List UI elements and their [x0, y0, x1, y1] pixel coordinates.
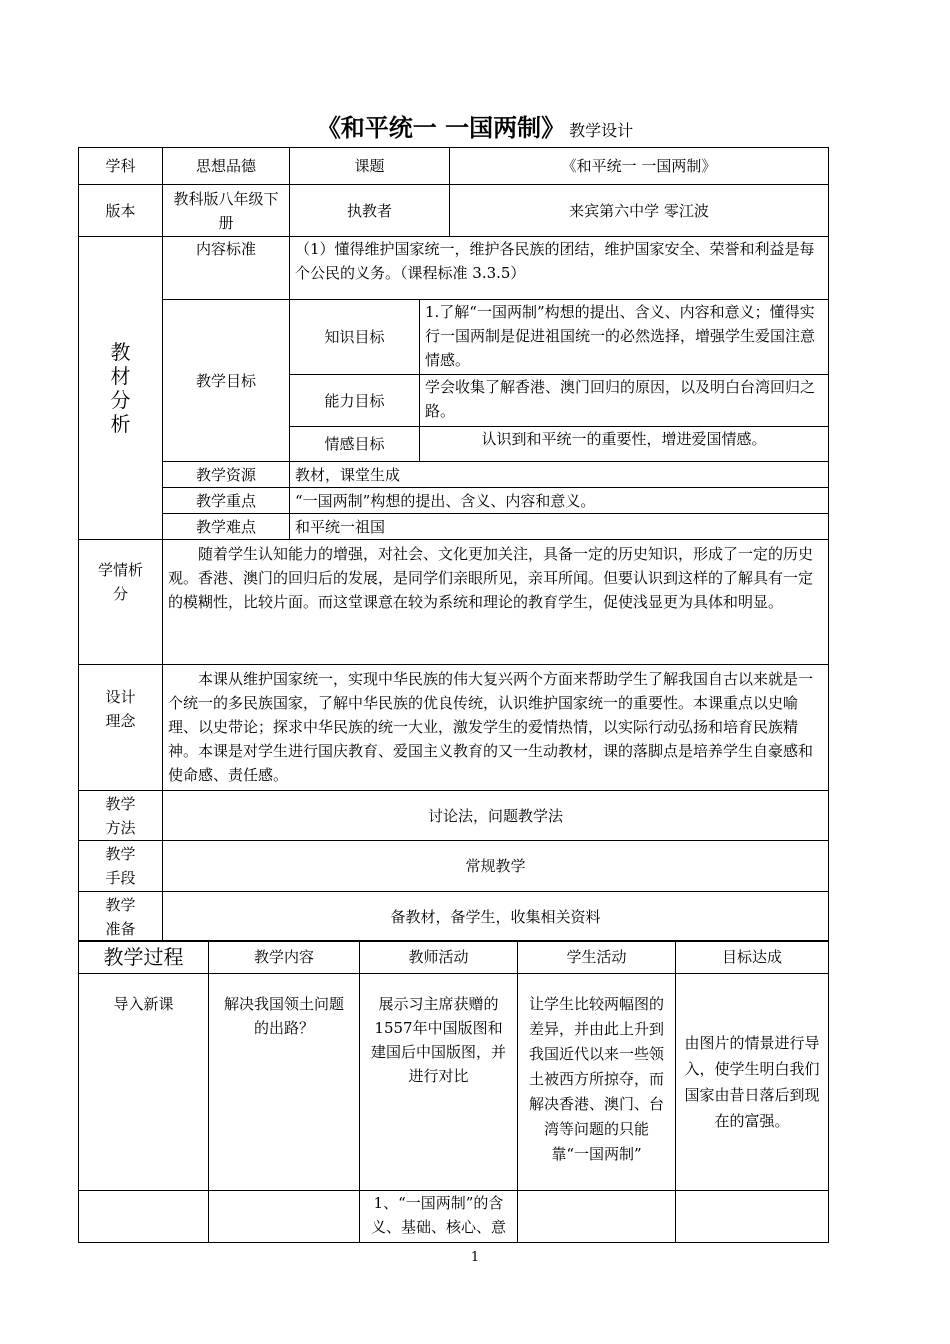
means-label: 教学手段 [79, 841, 163, 892]
goal-cell [676, 1191, 829, 1243]
topic-value: 《和平统一 一国两制》 [450, 148, 829, 185]
stage-cell [79, 1191, 209, 1243]
header-content: 教学内容 [209, 941, 360, 974]
student-cell [518, 1191, 676, 1243]
ability-value: 学会收集了解香港、澳门回归的原因，以及明白台湾回归之路。 [420, 375, 829, 427]
method-label: 教学方法 [79, 791, 163, 841]
method-value: 讨论法，问题教学法 [163, 791, 829, 841]
teacher-cell: 1、“一国两制”的含义、基础、核心、意 [360, 1191, 518, 1243]
teacher-value: 来宾第六中学 零江波 [450, 185, 829, 237]
knowledge-label: 知识目标 [290, 300, 420, 375]
resource-value: 教材，课堂生成 [290, 462, 829, 488]
page-number: 1 [470, 1250, 480, 1265]
edition-value: 教科版八年级下册 [163, 185, 290, 237]
design-label: 设计理念 [79, 665, 163, 791]
means-value: 常规教学 [163, 841, 829, 892]
content-std-label: 内容标准 [163, 237, 290, 300]
content-cell: 解决我国领土问题的出路？ [209, 974, 360, 1191]
title-sub: 教学设计 [569, 121, 634, 140]
content-cell [209, 1191, 360, 1243]
design-value: 本课从维护国家统一，实现中华民族的伟大复兴两个方面来帮助学生了解我国自古以来就是一个统一的多民族国家，了解中华民族的优良传统，认识维护国家统一的重要性。本课重点以史喻理、以史带论；探求中华民族的统一大业，激发学生的爱情热情，以实际行动弘扬和培育民族精神。本课是对学生进行国庆教育、爱国主义教育的又一生动教材，课的落脚点是培养学生自豪感和使命感、责任感。 [163, 665, 829, 791]
edition-label: 版本 [79, 185, 163, 237]
student-cell: 让学生比较两幅图的差异，并由此上升到我国近代以来一些领土被西方所掠夺，而解决香港、澳门、台湾等问题的只能靠“一国两制” [518, 974, 676, 1191]
goal-cell: 由图片的情景进行导入，使学生明白我们国家由昔日落后到现在的富强。 [676, 974, 829, 1191]
ability-label: 能力目标 [290, 375, 420, 427]
key-value: “一国两制”构想的提出、含义、内容和意义。 [290, 488, 829, 514]
header-stage: 教学过程 [79, 941, 209, 974]
analysis-label: 教材分析 [79, 237, 163, 540]
content-std-value: （1）懂得维护国家统一，维护各民族的团结，维护国家安全、荣誉和利益是每个公民的义务。（课程标准 3.3.5） [290, 237, 829, 300]
document-title [0, 108, 950, 143]
difficulty-label: 教学难点 [163, 514, 290, 540]
resource-label: 教学资源 [163, 462, 290, 488]
header-goal: 目标达成 [676, 941, 829, 974]
topic-label: 课题 [290, 148, 450, 185]
teacher-label: 执教者 [290, 185, 450, 237]
title-main: 《和平统一 一国两制》 [316, 113, 566, 142]
student-label: 学情析分 [79, 540, 163, 665]
subject-value: 思想品德 [163, 148, 290, 185]
header-student: 学生活动 [518, 941, 676, 974]
stage-cell: 导入新课 [79, 974, 209, 1191]
emotion-label: 情感目标 [290, 427, 420, 462]
table-row [79, 974, 829, 1191]
emotion-value: 认识到和平统一的重要性，增进爱国情感。 [420, 427, 829, 462]
prep-label: 教学准备 [79, 892, 163, 942]
teacher-cell: 展示习主席获赠的1557年中国版图和建国后中国版图，并进行对比 [360, 974, 518, 1191]
design-table [78, 147, 829, 942]
student-value: 随着学生认知能力的增强，对社会、文化更加关注，具备一定的历史知识，形成了一定的历史观。香港、澳门的回归后的发展，是同学们亲眼所见，亲耳所闻。但要认识到这样的了解具有一定的模糊性，比较片面。而这堂课意在较为系统和理论的教育学生，促使浅显更为具体和明显。 [163, 540, 829, 665]
subject-label: 学科 [79, 148, 163, 185]
process-table [78, 940, 829, 1243]
goals-label: 教学目标 [163, 300, 290, 462]
table-row [79, 1191, 829, 1243]
header-teacher: 教师活动 [360, 941, 518, 974]
key-label: 教学重点 [163, 488, 290, 514]
difficulty-value: 和平统一祖国 [290, 514, 829, 540]
prep-value: 备教材，备学生，收集相关资料 [163, 892, 829, 942]
knowledge-value: 1.了解“一国两制”构想的提出、含义、内容和意义；懂得实行一国两制是促进祖国统一的必然选择，增强学生爱国注意情感。 [420, 300, 829, 375]
